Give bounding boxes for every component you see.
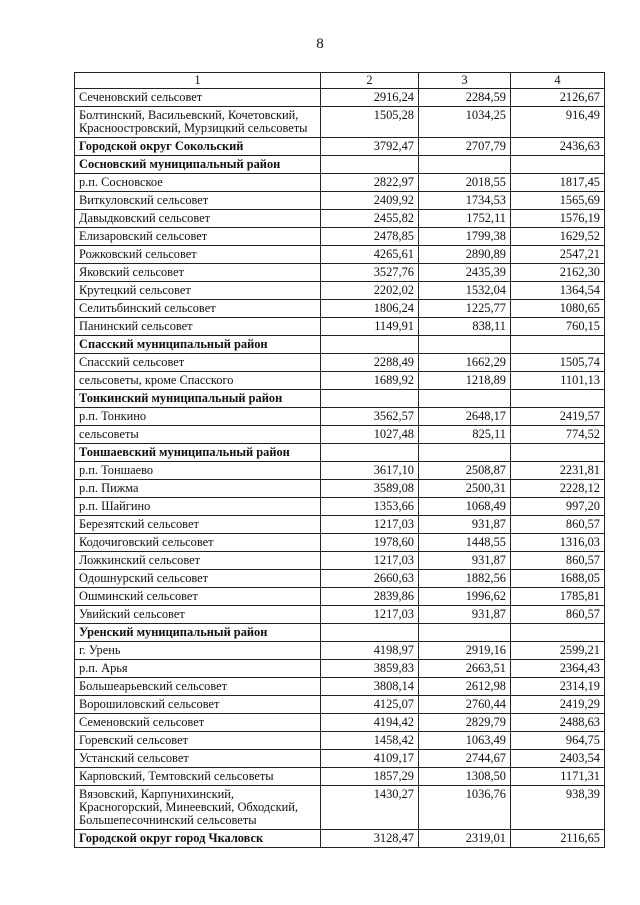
row-value-col3: 2648,17: [419, 408, 511, 426]
row-value-col3: 2919,16: [419, 642, 511, 660]
row-value-col2: 3562,57: [321, 408, 419, 426]
table-row: [75, 318, 605, 336]
table-row: [75, 642, 605, 660]
row-value-col3: 2319,01: [419, 830, 511, 848]
row-value-col4: 1565,69: [511, 192, 605, 210]
row-value-col3: 1225,77: [419, 300, 511, 318]
row-value-col2: 1689,92: [321, 372, 419, 390]
row-name-cell: Виткуловский сельсовет: [75, 192, 321, 210]
row-value-col2: [321, 156, 419, 174]
row-value-col4: 860,57: [511, 516, 605, 534]
header-row: [75, 73, 605, 89]
row-name-cell: Устанский сельсовет: [75, 750, 321, 768]
row-value-col2: 3128,47: [321, 830, 419, 848]
row-value-col3: 838,11: [419, 318, 511, 336]
row-value-col4: 1576,19: [511, 210, 605, 228]
table-row: [75, 678, 605, 696]
row-name-cell: сельсоветы: [75, 426, 321, 444]
table-row: [75, 462, 605, 480]
row-value-col3: [419, 336, 511, 354]
row-value-col2: 3859,83: [321, 660, 419, 678]
row-value-col2: 1217,03: [321, 516, 419, 534]
row-value-col4: 1316,03: [511, 534, 605, 552]
table-row: [75, 606, 605, 624]
row-name-cell: р.п. Тоншаево: [75, 462, 321, 480]
table-row: [75, 480, 605, 498]
row-value-col2: 4125,07: [321, 696, 419, 714]
row-name-cell: Семеновский сельсовет: [75, 714, 321, 732]
row-value-col2: 2822,97: [321, 174, 419, 192]
row-value-col4: 1101,13: [511, 372, 605, 390]
row-value-col2: 4198,97: [321, 642, 419, 660]
row-value-col3: 2284,59: [419, 89, 511, 107]
row-value-col2: 1353,66: [321, 498, 419, 516]
table-row: [75, 89, 605, 107]
row-name-cell: Спасский муниципальный район: [75, 336, 321, 354]
row-value-col4: 2488,63: [511, 714, 605, 732]
table-row: [75, 107, 605, 138]
row-value-col4: 938,39: [511, 786, 605, 830]
row-value-col4: 1785,81: [511, 588, 605, 606]
table-row: [75, 300, 605, 318]
row-value-col4: 1080,65: [511, 300, 605, 318]
row-value-col3: 2018,55: [419, 174, 511, 192]
row-value-col4: 1505,74: [511, 354, 605, 372]
row-value-col4: 2403,54: [511, 750, 605, 768]
row-value-col3: 1734,53: [419, 192, 511, 210]
row-value-col2: 2478,85: [321, 228, 419, 246]
row-name-cell: Сосновский муниципальный район: [75, 156, 321, 174]
row-value-col2: 4265,61: [321, 246, 419, 264]
row-value-col3: [419, 624, 511, 642]
row-value-col2: 1806,24: [321, 300, 419, 318]
row-name-cell: Уренский муниципальный район: [75, 624, 321, 642]
table-row: [75, 732, 605, 750]
row-value-col2: [321, 444, 419, 462]
header-cell-1: 1: [75, 73, 321, 89]
row-value-col2: 4109,17: [321, 750, 419, 768]
row-value-col2: 1458,42: [321, 732, 419, 750]
row-name-cell: р.п. Арья: [75, 660, 321, 678]
row-value-col2: 1217,03: [321, 552, 419, 570]
row-value-col4: 2162,30: [511, 264, 605, 282]
row-name-cell: Сеченовский сельсовет: [75, 89, 321, 107]
row-value-col2: 3792,47: [321, 138, 419, 156]
row-value-col4: 2419,29: [511, 696, 605, 714]
row-value-col3: 1036,76: [419, 786, 511, 830]
table-row: [75, 768, 605, 786]
row-name-cell: Березятский сельсовет: [75, 516, 321, 534]
table-row: [75, 444, 605, 462]
row-name-cell: Ворошиловский сельсовет: [75, 696, 321, 714]
row-name-cell: Давыдковский сельсовет: [75, 210, 321, 228]
row-name-cell: Тоншаевский муниципальный район: [75, 444, 321, 462]
table-row: [75, 246, 605, 264]
row-name-cell: р.п. Шайгино: [75, 498, 321, 516]
row-value-col4: 1629,52: [511, 228, 605, 246]
row-value-col2: 2455,82: [321, 210, 419, 228]
row-name-cell: Рожковский сельсовет: [75, 246, 321, 264]
row-value-col2: 3589,08: [321, 480, 419, 498]
table-row: [75, 210, 605, 228]
row-value-col4: 2419,57: [511, 408, 605, 426]
row-value-col4: 860,57: [511, 606, 605, 624]
row-value-col4: [511, 336, 605, 354]
row-value-col2: 2660,63: [321, 570, 419, 588]
row-value-col2: 4194,42: [321, 714, 419, 732]
row-value-col2: 1857,29: [321, 768, 419, 786]
row-value-col4: 1171,31: [511, 768, 605, 786]
row-value-col3: 931,87: [419, 552, 511, 570]
row-value-col4: 860,57: [511, 552, 605, 570]
row-value-col3: 2508,87: [419, 462, 511, 480]
table-row: [75, 408, 605, 426]
row-value-col2: 2839,86: [321, 588, 419, 606]
row-value-col2: 2202,02: [321, 282, 419, 300]
row-value-col2: [321, 336, 419, 354]
table-row: [75, 624, 605, 642]
row-value-col3: 1882,56: [419, 570, 511, 588]
row-value-col4: 997,20: [511, 498, 605, 516]
table-row: [75, 786, 605, 830]
row-name-cell: р.п. Тонкино: [75, 408, 321, 426]
row-value-col4: [511, 156, 605, 174]
table-row: [75, 588, 605, 606]
row-name-cell: Яковский сельсовет: [75, 264, 321, 282]
row-value-col3: 931,87: [419, 606, 511, 624]
row-value-col3: 1063,49: [419, 732, 511, 750]
row-name-cell: Городской округ Сокольский: [75, 138, 321, 156]
table-row: [75, 282, 605, 300]
table-row: [75, 660, 605, 678]
row-name-cell: Тонкинский муниципальный район: [75, 390, 321, 408]
table-row: [75, 138, 605, 156]
row-value-col4: 964,75: [511, 732, 605, 750]
row-value-col3: 1799,38: [419, 228, 511, 246]
row-name-cell: Увийский сельсовет: [75, 606, 321, 624]
row-value-col4: [511, 390, 605, 408]
table-row: [75, 156, 605, 174]
table-row: [75, 426, 605, 444]
row-value-col4: 2314,19: [511, 678, 605, 696]
table-row: [75, 228, 605, 246]
table-row: [75, 390, 605, 408]
row-value-col2: 3617,10: [321, 462, 419, 480]
row-value-col3: 825,11: [419, 426, 511, 444]
row-name-cell: Одошнурский сельсовет: [75, 570, 321, 588]
row-value-col4: 2116,65: [511, 830, 605, 848]
row-name-cell: Елизаровский сельсовет: [75, 228, 321, 246]
row-value-col2: 1027,48: [321, 426, 419, 444]
row-value-col2: 2288,49: [321, 354, 419, 372]
row-value-col3: 2890,89: [419, 246, 511, 264]
header-cell-3: 3: [419, 73, 511, 89]
table-row: [75, 552, 605, 570]
row-value-col4: 916,49: [511, 107, 605, 138]
row-value-col3: [419, 444, 511, 462]
row-name-cell: Ложкинский сельсовет: [75, 552, 321, 570]
row-value-col3: 1996,62: [419, 588, 511, 606]
row-value-col4: 2364,43: [511, 660, 605, 678]
row-value-col2: [321, 390, 419, 408]
row-name-cell: Болтинский, Васильевский, Кочетовский, Красноостровский, Мурзицкий сельсоветы: [75, 107, 321, 138]
row-value-col4: 774,52: [511, 426, 605, 444]
row-value-col2: 1149,91: [321, 318, 419, 336]
row-value-col2: 1430,27: [321, 786, 419, 830]
row-value-col2: 1978,60: [321, 534, 419, 552]
table-row: [75, 192, 605, 210]
row-name-cell: р.п. Пижма: [75, 480, 321, 498]
row-value-col3: 1034,25: [419, 107, 511, 138]
page-number: 8: [316, 36, 324, 52]
row-value-col3: [419, 156, 511, 174]
row-value-col4: 2126,67: [511, 89, 605, 107]
row-value-col3: 2744,67: [419, 750, 511, 768]
row-name-cell: Городской округ город Чкаловск: [75, 830, 321, 848]
row-value-col2: 3527,76: [321, 264, 419, 282]
table-row: [75, 174, 605, 192]
row-value-col2: 2916,24: [321, 89, 419, 107]
row-value-col3: 1308,50: [419, 768, 511, 786]
table-row: [75, 516, 605, 534]
row-value-col4: 2599,21: [511, 642, 605, 660]
row-value-col3: 1662,29: [419, 354, 511, 372]
row-value-col3: 2663,51: [419, 660, 511, 678]
row-value-col3: 1068,49: [419, 498, 511, 516]
table-row: [75, 498, 605, 516]
row-name-cell: Ошминский сельсовет: [75, 588, 321, 606]
row-value-col4: [511, 444, 605, 462]
row-value-col3: 1752,11: [419, 210, 511, 228]
row-name-cell: Кодочиговский сельсовет: [75, 534, 321, 552]
row-value-col2: 2409,92: [321, 192, 419, 210]
row-value-col4: 1817,45: [511, 174, 605, 192]
row-value-col4: 2231,81: [511, 462, 605, 480]
row-name-cell: Вязовский, Карпунихинский, Красногорский, Минеевский, Обходский, Большепесочнинский сельсоветы: [75, 786, 321, 830]
table-body: [75, 89, 605, 848]
row-value-col4: 1364,54: [511, 282, 605, 300]
row-value-col3: 2829,79: [419, 714, 511, 732]
row-value-col3: 2500,31: [419, 480, 511, 498]
table-row: [75, 750, 605, 768]
row-name-cell: р.п. Сосновское: [75, 174, 321, 192]
table-row: [75, 830, 605, 848]
table-row: [75, 534, 605, 552]
row-name-cell: Крутецкий сельсовет: [75, 282, 321, 300]
row-value-col2: 1217,03: [321, 606, 419, 624]
row-name-cell: сельсоветы, кроме Спасского: [75, 372, 321, 390]
row-name-cell: Селитьбинский сельсовет: [75, 300, 321, 318]
data-table: [74, 72, 605, 848]
row-value-col3: 931,87: [419, 516, 511, 534]
header-cell-4: 4: [511, 73, 605, 89]
row-value-col4: 1688,05: [511, 570, 605, 588]
table-row: [75, 372, 605, 390]
row-value-col3: 2435,39: [419, 264, 511, 282]
row-value-col2: 1505,28: [321, 107, 419, 138]
row-value-col2: 3808,14: [321, 678, 419, 696]
row-name-cell: Карповский, Темтовский сельсоветы: [75, 768, 321, 786]
table-row: [75, 354, 605, 372]
header-cell-2: 2: [321, 73, 419, 89]
row-value-col3: 2707,79: [419, 138, 511, 156]
table-row: [75, 570, 605, 588]
table-row: [75, 714, 605, 732]
row-value-col4: 760,15: [511, 318, 605, 336]
row-name-cell: г. Урень: [75, 642, 321, 660]
row-name-cell: Горевский сельсовет: [75, 732, 321, 750]
table-row: [75, 696, 605, 714]
row-value-col3: 2760,44: [419, 696, 511, 714]
row-value-col4: 2436,63: [511, 138, 605, 156]
row-value-col3: 1448,55: [419, 534, 511, 552]
row-value-col3: [419, 390, 511, 408]
row-value-col4: 2547,21: [511, 246, 605, 264]
row-name-cell: Спасский сельсовет: [75, 354, 321, 372]
row-value-col3: 2612,98: [419, 678, 511, 696]
row-value-col3: 1532,04: [419, 282, 511, 300]
row-name-cell: Панинский сельсовет: [75, 318, 321, 336]
table-row: [75, 336, 605, 354]
row-value-col2: [321, 624, 419, 642]
row-value-col3: 1218,89: [419, 372, 511, 390]
row-value-col4: 2228,12: [511, 480, 605, 498]
row-value-col4: [511, 624, 605, 642]
table-row: [75, 264, 605, 282]
row-name-cell: Большеарьевский сельсовет: [75, 678, 321, 696]
